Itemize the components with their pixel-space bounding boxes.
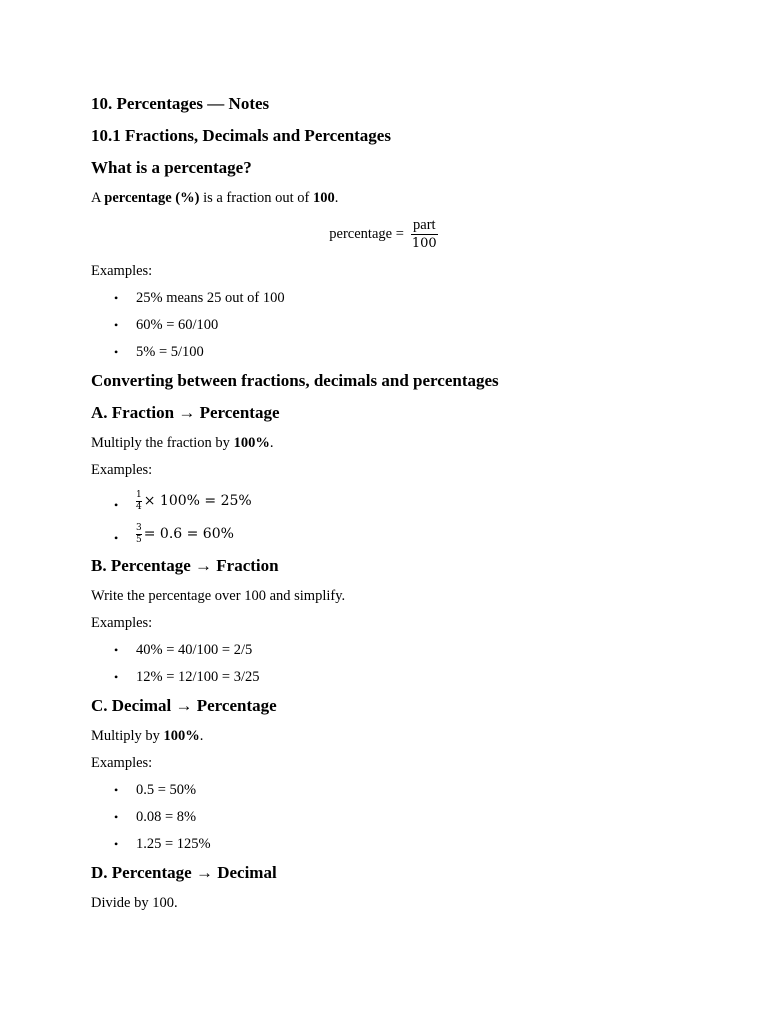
list-item xyxy=(91,488,691,514)
fraction-one-quarter xyxy=(136,491,142,512)
decimal-to-percentage-text xyxy=(91,727,691,745)
list-item xyxy=(91,668,691,686)
examples-label: Examples: xyxy=(91,462,153,478)
examples-label: Examples: xyxy=(91,263,153,279)
denominator: 4 xyxy=(136,502,142,513)
list-item xyxy=(91,808,691,826)
what-is-heading: What is a percentage? xyxy=(91,158,252,177)
definition-term: percentage (%) xyxy=(104,190,200,206)
fraction-three-fifths xyxy=(136,524,142,545)
percentage-to-fraction-heading: B. Percentage → Fraction xyxy=(91,556,279,575)
list-item xyxy=(91,781,691,799)
bullet: • xyxy=(114,345,119,359)
converting-heading: Converting between fractions, decimals and percentages xyxy=(91,371,499,390)
bullet: • xyxy=(114,531,119,545)
example-text: 60% = 60/100 xyxy=(136,317,219,333)
bullet: • xyxy=(114,837,119,851)
rule-text: . xyxy=(269,435,274,451)
example-text: 0.08 = 8% xyxy=(136,809,197,825)
section-heading: 10.1 Fractions, Decimals and Percentages xyxy=(91,126,391,145)
bullet: • xyxy=(114,783,119,797)
bullet: • xyxy=(114,670,119,684)
fraction-to-percentage-text xyxy=(91,434,691,452)
percentage-to-decimal-heading: D. Percentage → Decimal xyxy=(91,863,277,882)
percentage-to-fraction-text: Write the percentage over 100 and simplify. xyxy=(91,588,346,604)
notes-page xyxy=(91,93,691,921)
example-text: 40% = 40/100 = 2/5 xyxy=(136,642,253,658)
formula-lhs: percentage = xyxy=(329,225,404,242)
example-text: 5% = 5/100 xyxy=(136,344,204,360)
decimal-to-percentage-heading: C. Decimal → Percentage xyxy=(91,696,277,715)
definition-hundred: 100 xyxy=(313,190,335,206)
bullet: • xyxy=(114,810,119,824)
numerator: 1 xyxy=(136,490,142,501)
list-item xyxy=(91,835,691,853)
rule-text: . xyxy=(199,728,204,744)
decimal-examples-list xyxy=(91,781,691,853)
percentage-formula xyxy=(91,216,677,252)
definition-text: A xyxy=(91,190,105,206)
document-title: 10. Percentages — Notes xyxy=(91,94,270,113)
list-item xyxy=(91,289,691,307)
math-expression: × 100% = 25% xyxy=(143,493,252,509)
definition-text: . xyxy=(334,190,339,206)
percentage-definition xyxy=(91,189,691,207)
rule-text: Multiply the fraction by xyxy=(91,435,234,451)
example-text: 25% means 25 out of 100 xyxy=(136,290,285,306)
list-item xyxy=(91,316,691,334)
formula-fraction xyxy=(410,218,439,251)
what-is-examples-list xyxy=(91,289,691,361)
bullet: • xyxy=(114,643,119,657)
percentage-to-decimal-text: Divide by 100. xyxy=(91,895,178,911)
example-text: 0.5 = 50% xyxy=(136,782,197,798)
list-item xyxy=(91,641,691,659)
fraction-examples-list xyxy=(91,488,691,547)
rule-text: Multiply by xyxy=(91,728,164,744)
bullet: • xyxy=(114,318,119,332)
definition-text: is a fraction out of xyxy=(199,190,314,206)
list-item xyxy=(91,521,691,547)
examples-label: Examples: xyxy=(91,755,153,771)
percentage-fraction-examples-list xyxy=(91,641,691,686)
list-item xyxy=(91,343,691,361)
example-text: 1.25 = 125% xyxy=(136,836,211,852)
examples-label: Examples: xyxy=(91,615,153,631)
formula-numerator: part xyxy=(411,218,438,236)
bullet: • xyxy=(114,291,119,305)
rule-bold: 100% xyxy=(163,728,200,744)
math-expression: = 0.6 = 60% xyxy=(143,526,234,542)
formula-denominator: 100 xyxy=(411,236,437,252)
numerator: 3 xyxy=(136,523,142,534)
fraction-to-percentage-heading: A. Fraction → Percentage xyxy=(91,403,280,422)
denominator: 5 xyxy=(136,535,142,546)
rule-bold: 100% xyxy=(233,435,270,451)
example-text: 12% = 12/100 = 3/25 xyxy=(136,669,260,685)
bullet: • xyxy=(114,498,119,512)
